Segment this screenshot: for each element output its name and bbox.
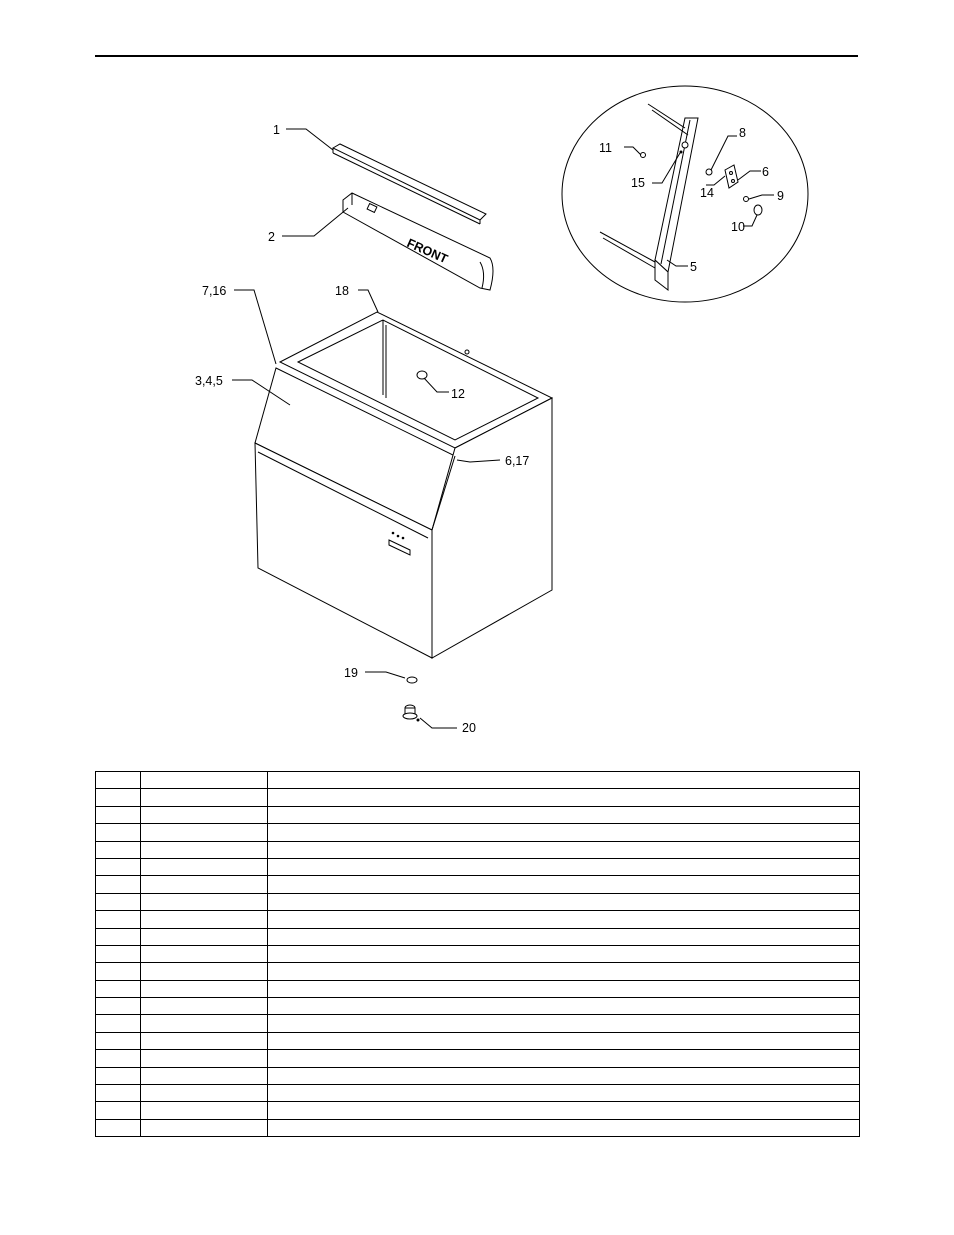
description-cell [268,1102,860,1119]
part-number-cell [141,876,268,893]
item-number-cell [96,1085,141,1102]
callout-10: 10 [731,220,745,234]
table-row [96,911,860,928]
item-number-cell [96,876,141,893]
part-number-cell [141,1085,268,1102]
hinge-detail [562,86,808,302]
table-row [96,1085,860,1102]
part-number-cell [141,1015,268,1032]
description-cell [268,876,860,893]
callout-8: 8 [739,126,746,140]
table-row [96,928,860,945]
description-cell [268,963,860,980]
description-cell [268,1032,860,1049]
item-number-cell [96,1067,141,1084]
description-cell [268,1067,860,1084]
table-row [96,806,860,823]
item-number-cell [96,1102,141,1119]
item-number-cell [96,1119,141,1136]
item-number-cell [96,1050,141,1067]
table-row [96,893,860,910]
description-cell [268,1015,860,1032]
table-row [96,876,860,893]
parts-list-body [96,772,860,1137]
table-row [96,1102,860,1119]
part-number-cell [141,841,268,858]
callout-1: 1 [273,123,280,137]
part-number-cell [141,1119,268,1136]
item-number-cell [96,963,141,980]
part-number-cell [141,911,268,928]
item-number-cell [96,824,141,841]
part-number-cell [141,963,268,980]
item-number-cell [96,945,141,962]
item-number-cell [96,928,141,945]
description-cell [268,945,860,962]
callout-18: 18 [335,284,349,298]
table-row [96,1067,860,1084]
description-cell [268,1085,860,1102]
part-number-cell [141,806,268,823]
callout-12: 12 [451,387,465,401]
item-number-cell [96,998,141,1015]
callout-11: 11 [599,141,612,155]
part-number-cell [141,789,268,806]
description-cell [268,858,860,875]
part-number-cell [141,980,268,997]
description-cell [268,824,860,841]
description-cell [268,911,860,928]
item-number-cell [96,1015,141,1032]
table-row [96,858,860,875]
callout-9: 9 [777,189,784,203]
table-row [96,824,860,841]
part-number-cell [141,1067,268,1084]
description-cell [268,772,860,789]
callout-6: 6 [762,165,769,179]
part-number-cell [141,1032,268,1049]
table-row [96,1015,860,1032]
part-number-cell [141,945,268,962]
callout-7-16: 7,16 [202,284,227,298]
item-number-cell [96,772,141,789]
description-cell [268,928,860,945]
part-number-cell [141,858,268,875]
part-number-cell [141,893,268,910]
callout-14: 14 [700,186,714,200]
part-number-cell [141,772,268,789]
part-number-cell [141,824,268,841]
description-cell [268,806,860,823]
description-cell [268,841,860,858]
description-cell [268,1050,860,1067]
item-number-cell [96,806,141,823]
table-row [96,1119,860,1136]
table-row [96,980,860,997]
part-number-cell [141,1050,268,1067]
item-number-cell [96,858,141,875]
table-row [96,1032,860,1049]
table-row [96,789,860,806]
callout-20: 20 [462,721,476,735]
callout-5: 5 [690,260,697,274]
item-number-cell [96,893,141,910]
table-row [96,963,860,980]
item-number-cell [96,980,141,997]
table-row [96,1050,860,1067]
description-cell [268,789,860,806]
table-row [96,998,860,1015]
callout-15: 15 [631,176,645,190]
item-number-cell [96,841,141,858]
table-row [96,772,860,789]
part-drain [403,677,419,721]
description-cell [268,1119,860,1136]
table-row [96,841,860,858]
description-cell [268,893,860,910]
callout-6-17: 6,17 [505,454,530,468]
description-cell [268,998,860,1015]
callout-3-4-5: 3,4,5 [195,374,223,388]
item-number-cell [96,1032,141,1049]
parts-list-table [95,771,860,1137]
part-number-cell [141,1102,268,1119]
part-number-cell [141,928,268,945]
description-cell [268,980,860,997]
callout-2: 2 [268,230,275,244]
item-number-cell [96,789,141,806]
storage-bin [255,312,552,658]
table-row [96,945,860,962]
part-number-cell [141,998,268,1015]
item-number-cell [96,911,141,928]
deflector-label: FRONT [404,235,450,267]
callout-19: 19 [344,666,358,680]
